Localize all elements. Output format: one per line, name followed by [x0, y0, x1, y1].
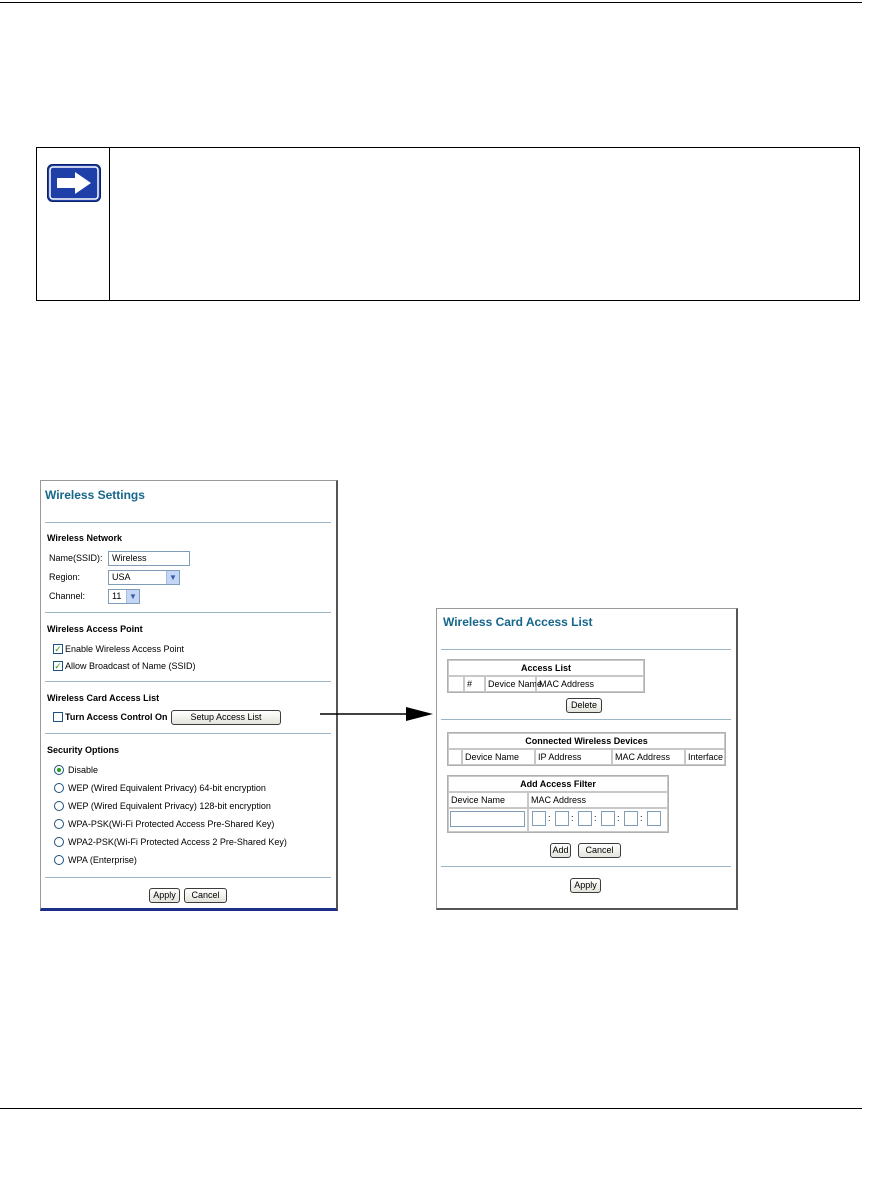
access-control-label: Turn Access Control On [65, 712, 168, 722]
add-button[interactable]: Add [550, 843, 571, 858]
wireless-network-heading: Wireless Network [47, 533, 122, 543]
delete-button[interactable]: Delete [566, 698, 602, 713]
mac-octet-2-input[interactable] [555, 811, 569, 826]
mac-octet-1-input[interactable] [532, 811, 546, 826]
table-header: Interface [685, 749, 725, 765]
security-radio-wep128[interactable] [54, 801, 64, 811]
mac-separator: : [571, 813, 574, 823]
table-header: Device Name [462, 749, 535, 765]
security-radio-wpa-enterprise[interactable] [54, 855, 64, 865]
setup-access-list-button[interactable]: Setup Access List [171, 710, 281, 725]
wireless-access-point-heading: Wireless Access Point [47, 624, 143, 634]
note-box [36, 147, 860, 301]
mac-octet-3-input[interactable] [578, 811, 592, 826]
card-access-list-title: Wireless Card Access List [443, 615, 593, 629]
table-header: MAC Address [528, 792, 668, 808]
region-label: Region: [49, 572, 81, 582]
divider [441, 719, 731, 720]
table-header: # [464, 676, 485, 692]
divider [45, 612, 331, 613]
ssid-input[interactable]: Wireless [108, 551, 190, 566]
connected-devices-table [447, 732, 726, 766]
access-list-table [447, 659, 645, 693]
security-option-label: WEP (Wired Equivalent Privacy) 64-bit encryption [68, 783, 266, 793]
security-options-heading: Security Options [47, 745, 120, 755]
connected-devices-heading: Connected Wireless Devices [448, 733, 725, 749]
table-header: MAC Address [612, 749, 685, 765]
security-radio-wep64[interactable] [54, 783, 64, 793]
note-divider [109, 148, 110, 300]
divider [441, 649, 731, 650]
wireless-settings-title: Wireless Settings [45, 488, 145, 502]
table-header: Device Name [448, 792, 528, 808]
security-option-label: WPA-PSK(Wi-Fi Protected Access Pre-Shared Key) [68, 819, 275, 829]
chevron-down-icon: ▼ [166, 571, 179, 584]
mac-separator: : [640, 813, 643, 823]
channel-value: 11 [112, 591, 122, 601]
top-rule [0, 2, 862, 3]
chevron-down-icon: ▼ [126, 590, 139, 603]
divider [441, 866, 731, 867]
card-access-list-panel [436, 608, 738, 910]
device-name-input[interactable] [450, 811, 525, 827]
divider [45, 522, 331, 523]
security-option-label: WPA (Enterprise) [68, 855, 137, 865]
mac-octet-5-input[interactable] [624, 811, 638, 826]
divider [45, 681, 331, 682]
table-header: IP Address [535, 749, 612, 765]
region-select[interactable] [108, 570, 180, 585]
cancel-button[interactable]: Cancel [578, 843, 621, 858]
security-option-label: Disable [68, 765, 99, 775]
enable-ap-label: Enable Wireless Access Point [65, 644, 185, 654]
access-control-checkbox[interactable] [53, 712, 63, 722]
broadcast-ssid-label: Allow Broadcast of Name (SSID) [65, 661, 196, 671]
access-list-heading: Access List [448, 660, 644, 676]
security-option-label: WPA2-PSK(Wi-Fi Protected Access 2 Pre-Shared Key) [68, 837, 287, 847]
cancel-button[interactable]: Cancel [184, 888, 227, 903]
mac-separator: : [617, 813, 620, 823]
apply-button[interactable]: Apply [149, 888, 180, 903]
table-cell [448, 749, 462, 765]
enable-ap-checkbox[interactable]: ✓ [54, 644, 62, 654]
channel-label: Channel: [49, 591, 86, 601]
channel-select[interactable] [108, 589, 140, 604]
broadcast-ssid-checkbox[interactable]: ✓ [54, 661, 62, 671]
add-access-filter-heading: Add Access Filter [448, 776, 668, 792]
ssid-label: Name(SSID): [49, 553, 103, 563]
card-access-heading: Wireless Card Access List [47, 693, 160, 703]
mac-octet-6-input[interactable] [647, 811, 661, 826]
security-radio-disable[interactable] [54, 765, 64, 775]
table-cell [448, 676, 464, 692]
divider [45, 877, 331, 878]
security-option-label: WEP (Wired Equivalent Privacy) 128-bit encryption [68, 801, 271, 811]
security-radio-wpa-psk[interactable] [54, 819, 64, 829]
table-header: Device Name [485, 676, 536, 692]
bottom-rule [0, 1108, 862, 1109]
table-header: MAC Address [536, 676, 644, 692]
region-value: USA [112, 572, 131, 582]
wireless-settings-panel [40, 480, 338, 911]
security-radio-wpa2-psk[interactable] [54, 837, 64, 847]
mac-separator: : [548, 813, 551, 823]
mac-separator: : [594, 813, 597, 823]
divider [45, 733, 331, 734]
arrow-right-icon [47, 164, 101, 207]
apply-button[interactable]: Apply [570, 878, 601, 893]
mac-octet-4-input[interactable] [601, 811, 615, 826]
